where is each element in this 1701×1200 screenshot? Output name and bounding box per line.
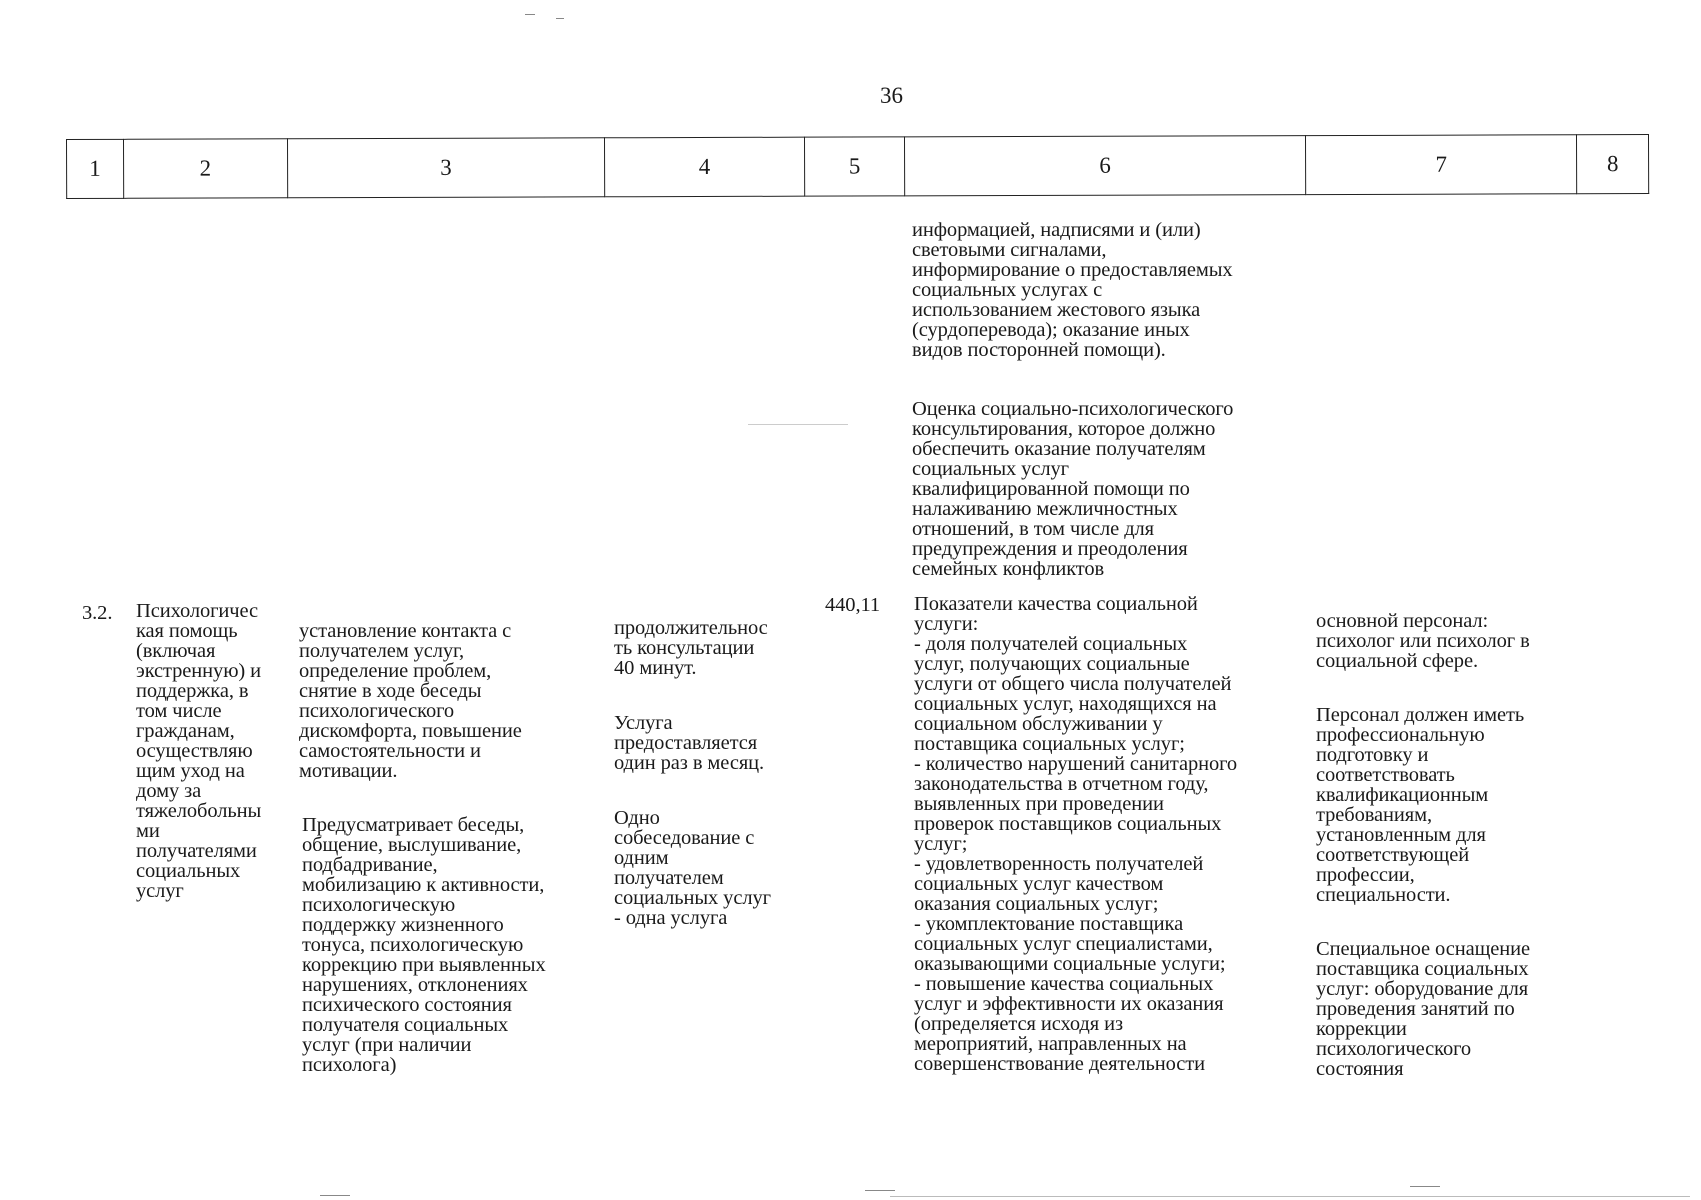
conditions-paragraph: основной персонал: психолог или психолог в социальной сфере. [1316, 610, 1530, 672]
continuation-paragraph: Оценка социально-психологического консультирования, которое должно обеспечить оказание получателям социальных услуг квалифицированной помощи по налаживанию межличностных отношений, в том числе для предупреждения и преодоления семейных конфликтов [912, 398, 1234, 580]
description-paragraph: Предусматривает беседы, общение, выслушивание, подбадривание, мобилизацию к активности, психологическую поддержку жизненного тонуса, психологическую коррекцию при выявленных нарушениях, отклонениях психического состояния получателя социальных услуг (при наличии психолога) [302, 814, 546, 1076]
continuation-paragraph: информацией, надписями и (или) световыми сигналами, информирование о предоставляемых социальных услугах с использованием жестового языка (сурдоперевода); оказание иных видов посторонней помощи). [912, 219, 1233, 361]
column-header-4: 4 [604, 137, 804, 197]
continuation-col6 [912, 200, 1312, 599]
service-terms [614, 598, 814, 948]
column-header-1: 1 [67, 139, 124, 198]
quality-indicators: Показатели качества социальной услуги: - доля получателей социальных услуг, получающих социальные услуги от общего числа получателей социальных услуг, находящихся на социальном обслуживании у поставщика социальных услуг; - количество нарушений санитарного законодательства в отчетном году, выявленных при проведении проверок поставщиков социальных услуг; - удовлетворенность получателей социальных услуг качеством оказания социальных услуг; - укомплектование поставщика социальных услуг специалистами, оказывающими социальные услуги; - повышение качества социальных услуг и эффективности их оказания (определяется исходя из мероприятий, направленных на совершенствование деятельности [914, 593, 1238, 1075]
column-header-3: 3 [287, 138, 604, 198]
column-header-5: 5 [804, 137, 905, 196]
conditions-paragraph: Персонал должен иметь профессиональную подготовку и соответствовать квалификационным требованиям, установленным для соответствующей профессии, специальности. [1316, 704, 1525, 906]
terms-paragraph: Услуга предоставляется один раз в месяц. [614, 712, 765, 774]
column-header-6: 6 [905, 136, 1306, 196]
column-header-7: 7 [1305, 135, 1577, 195]
description-paragraph: установление контакта с получателем услуг, определение проблем, снятие в ходе беседы психологического дискомфорта, повышение самостоятельности и мотивации. [299, 620, 522, 782]
conditions-paragraph: Специальное оснащение поставщика социальных услуг: оборудование для проведения занятий по коррекции психологического состояния [1316, 938, 1530, 1080]
service-description [299, 601, 604, 1095]
column-header-8: 8 [1577, 135, 1649, 194]
column-header-2: 2 [123, 139, 287, 199]
scan-artifact [890, 1196, 1690, 1197]
service-price: 440,11 [825, 594, 881, 616]
column-header-row [66, 134, 1649, 199]
scan-artifact [525, 14, 535, 15]
scan-artifact [865, 1190, 895, 1191]
row-number: 3.2. [82, 602, 113, 624]
terms-paragraph: продолжительнос ть консультации 40 минут. [614, 617, 768, 679]
scan-artifact [1410, 1186, 1440, 1187]
scan-artifact [556, 18, 564, 19]
service-conditions [1316, 591, 1596, 1099]
scan-artifact [320, 1195, 350, 1196]
page-number: 36 [880, 83, 903, 108]
service-name: Психологичес кая помощь (включая экстренную) и поддержка, в том числе гражданам, осуществляю щим уход на дому за тяжелобольны ми получателями социальных услуг [136, 600, 262, 902]
terms-paragraph: Одно собеседование с одним получателем социальных услуг - одна услуга [614, 807, 771, 929]
scan-artifact [748, 424, 848, 425]
